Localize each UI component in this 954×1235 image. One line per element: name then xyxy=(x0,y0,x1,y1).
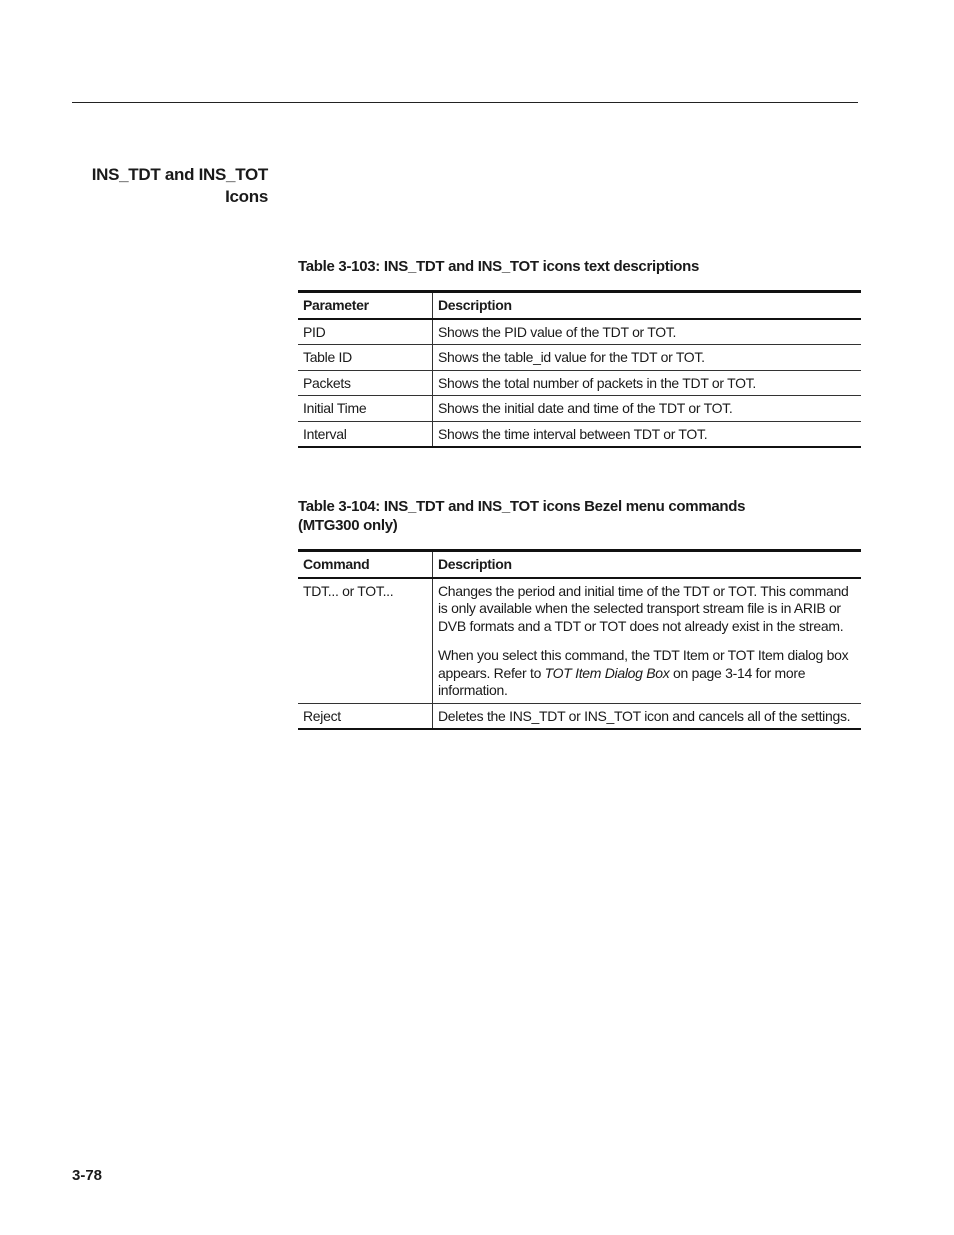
parameter-cell: Interval xyxy=(298,421,433,447)
section-heading-line2: Icons xyxy=(225,187,268,206)
section-heading-line1: INS_TDT and INS_TOT xyxy=(91,165,268,184)
table-header-row xyxy=(298,292,861,319)
column-header-description: Description xyxy=(438,297,512,313)
parameters-table xyxy=(298,290,861,448)
table1-caption xyxy=(298,257,858,276)
cross-reference: TOT Item Dialog Box xyxy=(544,664,670,681)
table-row xyxy=(298,345,861,371)
description-cell: Shows the table_id value for the TDT or TOT. xyxy=(438,349,705,365)
commands-table xyxy=(298,549,861,730)
description-cell: Shows the initial date and time of the TDT or TOT. xyxy=(438,400,733,416)
description-paragraph xyxy=(438,647,856,700)
table-row xyxy=(298,370,861,396)
table1-caption-text: Table 3-103: INS_TDT and INS_TOT icons text descriptions xyxy=(298,258,700,275)
section-heading xyxy=(72,164,268,208)
description-cell: Shows the time interval between TDT or TOT. xyxy=(438,425,708,442)
paragraph-text: When you select this command, the TDT Item or TOT Item dialog box appears. Refer to xyxy=(438,647,849,681)
parameter-cell: Packets xyxy=(298,370,433,396)
description-cell: Shows the PID value of the TDT or TOT. xyxy=(438,323,677,340)
table-row xyxy=(298,703,861,729)
column-header-command: Command xyxy=(298,551,433,578)
description-paragraph: Changes the period and initial time of the TDT or TOT. This command is only available when the selected transport stream file is in ARIB or DVB formats and a TDT or TOT does not already exist in the stream. xyxy=(438,582,849,634)
parameter-cell: Table ID xyxy=(298,345,433,371)
table2-caption xyxy=(298,497,858,535)
parameter-cell: PID xyxy=(298,319,433,345)
header-rule xyxy=(72,102,858,103)
table-row xyxy=(298,421,861,447)
description-cell: Shows the total number of packets in the TDT or TOT. xyxy=(438,374,756,391)
table2-caption-line1: Table 3-104: INS_TDT and INS_TOT icons Bezel menu commands xyxy=(298,498,746,515)
table2-caption-line2: (MTG300 only) xyxy=(298,517,398,534)
description-cell xyxy=(433,578,862,704)
parameter-cell: Initial Time xyxy=(298,396,433,422)
table-header-row xyxy=(298,551,861,578)
table-row xyxy=(298,396,861,422)
paragraph-text: on page 3-14 for more information. xyxy=(438,664,806,698)
table-row xyxy=(298,578,861,704)
column-header-parameter: Parameter xyxy=(298,292,433,319)
description-cell: Deletes the INS_TDT or INS_TOT icon and cancels all of the settings. xyxy=(438,707,851,724)
table-row xyxy=(298,319,861,345)
command-cell: Reject xyxy=(298,703,433,729)
page-number: 3-78 xyxy=(72,1167,103,1184)
column-header-description: Description xyxy=(438,556,512,572)
command-cell: TDT... or TOT... xyxy=(298,578,433,704)
